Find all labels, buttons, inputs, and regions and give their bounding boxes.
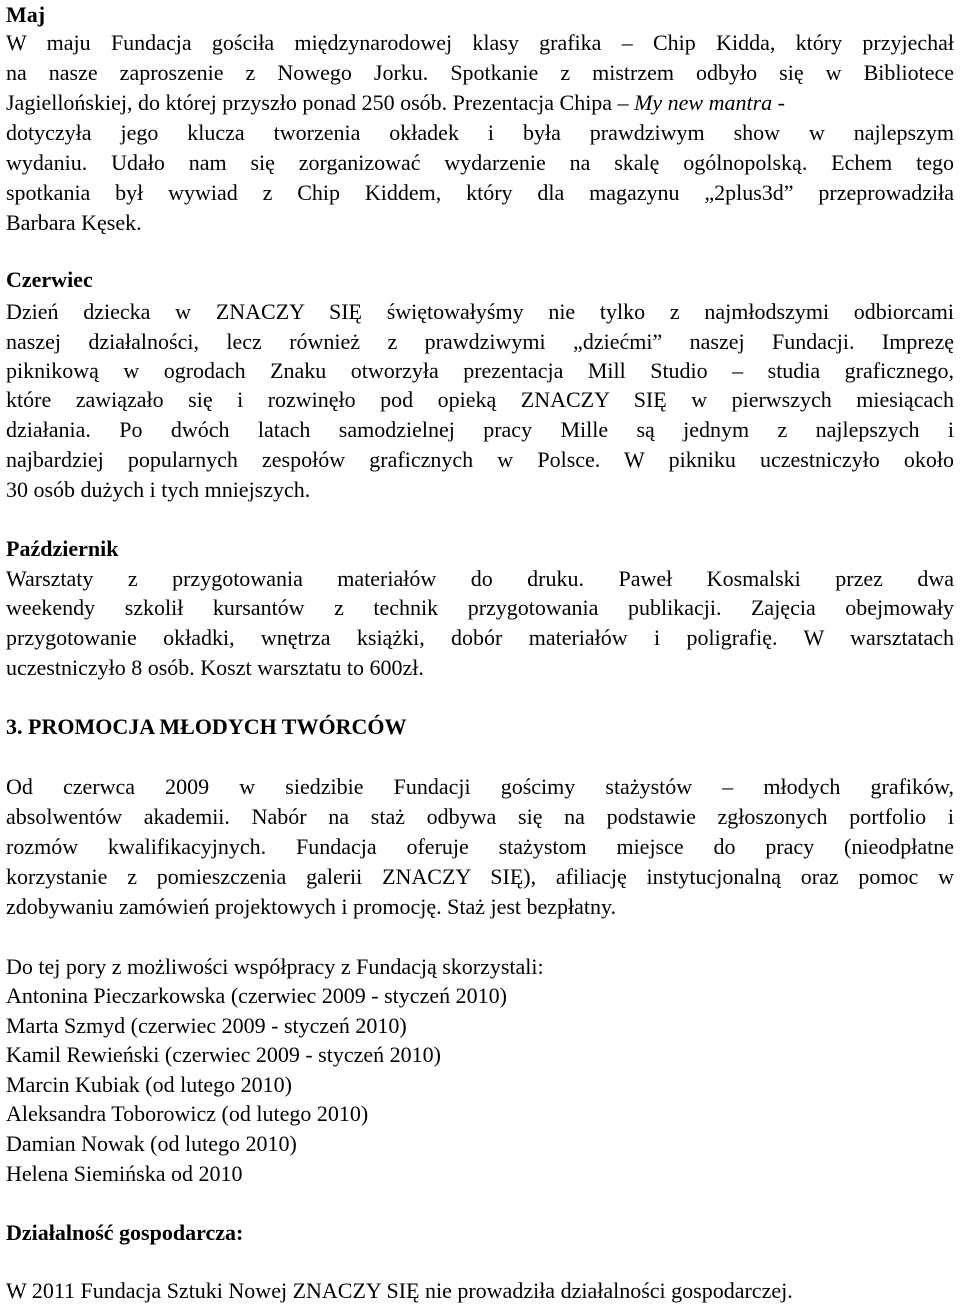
maj-line-3-dash: - <box>772 90 785 115</box>
promocja-line-3: rozmów kwalifikacyjnych. Fundacja oferuje stażystom miejsce do pracy (nieodpłatne <box>6 834 954 859</box>
intern-item: Marcin Kubiak (od lutego 2010) <box>6 1072 292 1097</box>
maj-line-3 <box>6 88 785 118</box>
czerwiec-line-3: piknikową w ogrodach Znaku otworzyła prezentacja Mill Studio – studia graficznego, <box>6 358 954 383</box>
pazdziernik-line-4: uczestniczyło 8 osób. Koszt warsztatu to 600zł. <box>6 655 424 680</box>
heading-czerwiec: Czerwiec <box>6 267 93 292</box>
promocja-line-1: Od czerwca 2009 w siedzibie Fundacji gościmy stażystów – młodych grafików, <box>6 774 954 799</box>
maj-line-7: Barbara Kęsek. <box>6 210 142 235</box>
heading-dzialalnosc-gospodarcza: Działalność gospodarcza: <box>6 1220 244 1245</box>
pazdziernik-line-2: weekendy szkolił kursantów z technik przygotowania publikacji. Zajęcia obejmowały <box>6 595 954 620</box>
maj-line-6: spotkania był wywiad z Chip Kiddem, który dla magazynu „2plus3d” przeprowadziła <box>6 180 954 205</box>
intern-item: Antonina Pieczarkowska (czerwiec 2009 - styczeń 2010) <box>6 983 507 1008</box>
maj-line-3-text: Jagiellońskiej, do której przyszło ponad 250 osób. Prezentacja Chipa – <box>6 90 629 115</box>
promocja-line-5: zdobywaniu zamówień projektowych i promocję. Staż jest bezpłatny. <box>6 894 617 919</box>
interns-intro: Do tej pory z możliwości współpracy z Fundacją skorzystali: <box>6 954 544 979</box>
heading-maj: Maj <box>6 2 46 27</box>
czerwiec-line-7: 30 osób dużych i tych mniejszych. <box>6 477 311 502</box>
heading-promocja: 3. PROMOCJA MŁODYCH TWÓRCÓW <box>6 714 407 739</box>
czerwiec-line-2: naszej działalności, lecz również z prawdziwymi „dziećmi” naszej Fundacji. Imprezę <box>6 329 954 354</box>
maj-line-2: na nasze zaproszenie z Nowego Jorku. Spotkanie z mistrzem odbyło się w Bibliotece <box>6 60 954 85</box>
czerwiec-line-4: które zawiązało się i rozwinęło pod opieką ZNACZY SIĘ w pierwszych miesiącach <box>6 387 954 412</box>
intern-item: Kamil Rewieński (czerwiec 2009 - styczeń 2010) <box>6 1042 441 1067</box>
intern-item: Damian Nowak (od lutego 2010) <box>6 1131 297 1156</box>
maj-line-4: dotyczyła jego klucza tworzenia okładek i była prawdziwym show w najlepszym <box>6 120 954 145</box>
gospodarcza-text: W 2011 Fundacja Sztuki Nowej ZNACZY SIĘ nie prowadziła działalności gospodarczej. <box>6 1278 793 1303</box>
pazdziernik-line-1: Warsztaty z przygotowania materiałów do druku. Paweł Kosmalski przez dwa <box>6 566 954 591</box>
heading-pazdziernik: Październik <box>6 536 119 561</box>
maj-line-3-title: My new mantra <box>634 90 773 115</box>
maj-line-5: wydaniu. Udało nam się zorganizować wydarzenie na skalę ogólnopolską. Echem tego <box>6 150 954 175</box>
czerwiec-line-6: najbardziej popularnych zespołów graficznych w Polsce. W pikniku uczestniczyło około <box>6 447 954 472</box>
pazdziernik-line-3: przygotowanie okładki, wnętrza książki, dobór materiałów i poligrafię. W warsztatach <box>6 625 954 650</box>
promocja-line-4: korzystanie z pomieszczenia galerii ZNACZY SIĘ), afiliację instytucjonalną oraz pomoc w <box>6 864 954 889</box>
intern-item: Marta Szmyd (czerwiec 2009 - styczeń 2010) <box>6 1013 407 1038</box>
maj-line-1: W maju Fundacja gościła międzynarodowej klasy grafika – Chip Kidda, który przyjechał <box>6 30 954 55</box>
czerwiec-line-5: działania. Po dwóch latach samodzielnej pracy Mille są jednym z najlepszych i <box>6 417 954 442</box>
intern-item: Helena Siemińska od 2010 <box>6 1161 243 1186</box>
intern-item: Aleksandra Toborowicz (od lutego 2010) <box>6 1101 369 1126</box>
promocja-line-2: absolwentów akademii. Nabór na staż odbywa się na podstawie zgłoszonych portfolio i <box>6 804 954 829</box>
czerwiec-line-1: Dzień dziecka w ZNACZY SIĘ świętowałyśmy nie tylko z najmłodszymi odbiorcami <box>6 299 954 324</box>
